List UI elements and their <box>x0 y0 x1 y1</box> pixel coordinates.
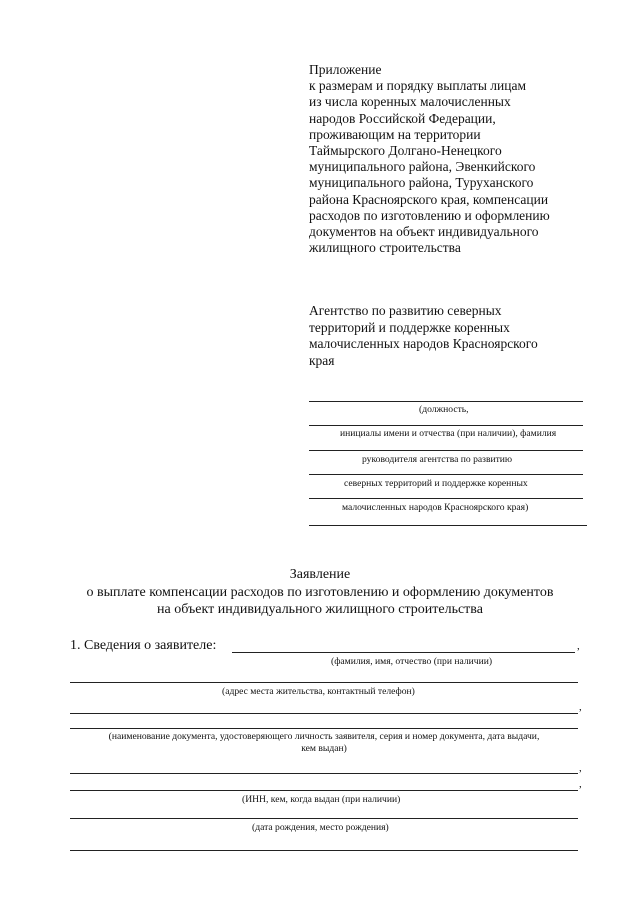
birth-line <box>70 818 578 819</box>
statement-subtitle: о выплате компенсации расходов по изготовлению и оформлению документов <box>86 585 554 600</box>
fill-line <box>309 474 583 475</box>
extra-line <box>70 850 578 851</box>
agency-line: Агентство по развитию северных <box>309 303 502 318</box>
caption-head: руководителя агентства по развитию <box>362 454 513 465</box>
caption-document-line: (наименование документа, удостоверяющего личность заявителя, серия и номер документа, дата выдачи, <box>108 731 540 742</box>
comma: , <box>579 762 582 774</box>
caption-address: (адрес места жительства, контактный телефон) <box>222 686 415 697</box>
agency-line: малочисленных народов Красноярского <box>309 336 538 351</box>
comma: , <box>579 701 582 713</box>
comma: , <box>577 640 580 652</box>
appendix-line: из числа коренных малочисленных <box>309 94 511 110</box>
caption-peoples: малочисленных народов Красноярского края) <box>342 502 529 513</box>
address-line <box>70 682 578 683</box>
fill-line <box>309 498 583 499</box>
appendix-line: документов на объект индивидуального <box>309 224 539 240</box>
appendix-line: народов Российской Федерации, <box>309 110 496 126</box>
caption-birth: (дата рождения, место рождения) <box>252 822 389 833</box>
appendix-line: муниципального района, Туруханского <box>309 175 534 191</box>
caption-inn: (ИНН, кем, когда выдан (при наличии) <box>242 794 401 805</box>
caption-fio: (фамилия, имя, отчество (при наличии) <box>331 656 493 667</box>
inn-line <box>70 790 578 791</box>
statement-subtitle: на объект индивидуального жилищного строительства <box>157 602 483 617</box>
section-1-label: 1. Сведения о заявителе: <box>70 638 217 653</box>
appendix-line: расходов по изготовлению и оформлению <box>309 207 550 223</box>
appendix-line: муниципального района, Эвенкийского <box>309 159 536 175</box>
fill-line <box>309 425 583 426</box>
comma: , <box>579 778 582 790</box>
appendix-line: Таймырского Долгано-Ненецкого <box>309 143 502 159</box>
agency-line: территорий и поддержке коренных <box>309 319 510 335</box>
appendix-header <box>309 62 599 256</box>
appendix-line: района Красноярского края, компенсации <box>309 191 549 207</box>
agency-line: края <box>309 352 335 368</box>
document-line-2 <box>70 773 578 774</box>
appendix-line: проживающим на территории <box>309 126 481 142</box>
statement-title: Заявление <box>289 567 351 582</box>
caption-document <box>70 731 578 755</box>
document-line <box>70 728 578 729</box>
appendix-line: к размерам и порядку выплаты лицам <box>309 78 527 94</box>
caption-name: инициалы имени и отчества (при наличии), фамилия <box>340 428 557 439</box>
fill-line <box>309 401 583 402</box>
address-line-2 <box>70 713 578 714</box>
appendix-line: Приложение <box>309 62 382 77</box>
agency-addressee <box>309 303 599 369</box>
caption-position: (должность, <box>419 404 469 415</box>
fio-line <box>232 652 575 653</box>
fill-line <box>309 525 587 526</box>
caption-territories: северных территорий и поддержке коренных <box>344 478 528 489</box>
caption-document-line: кем выдан) <box>301 743 347 754</box>
appendix-line: жилищного строительства <box>309 240 461 256</box>
fill-line <box>309 450 583 451</box>
